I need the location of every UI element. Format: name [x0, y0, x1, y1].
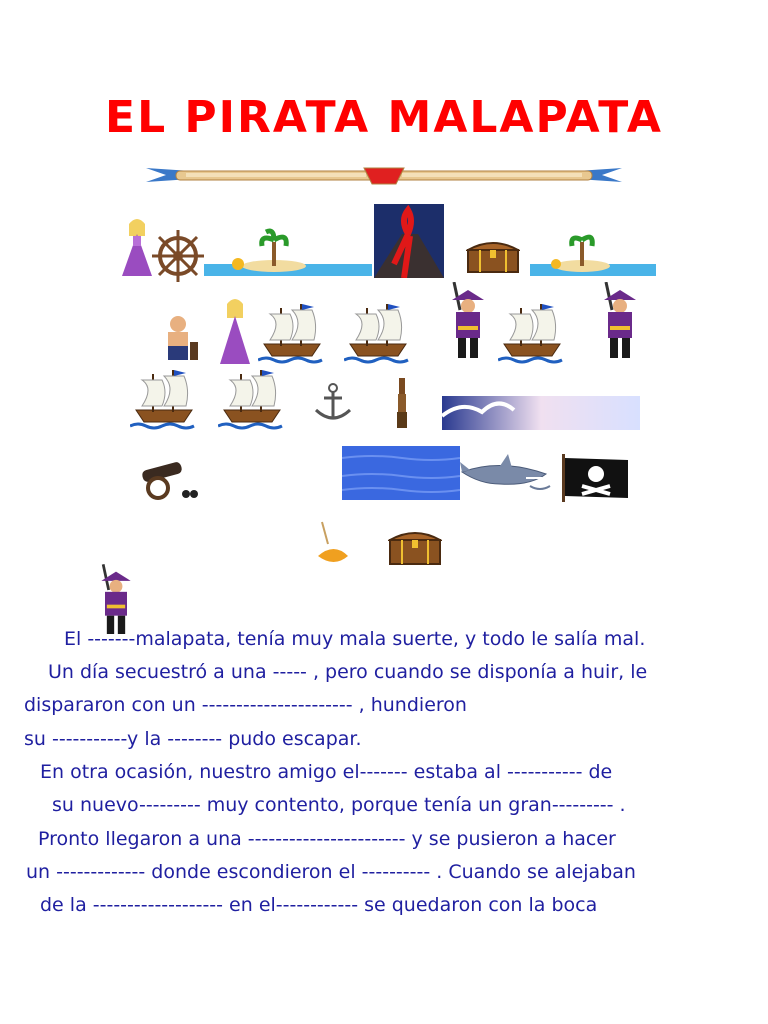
- story-line: Un día secuestró a una ----- , pero cuando se disponía a huir, le: [48, 661, 648, 683]
- sailing-ship-icon: [498, 300, 566, 366]
- decorative-banner: [146, 160, 622, 190]
- page-title: EL PIRATA MALAPATA: [105, 92, 663, 143]
- beach-island-icon: [530, 226, 656, 278]
- spyglass-icon: [394, 376, 410, 430]
- story-line: dispararon con un ---------------------- , hundieron: [24, 694, 467, 716]
- shovel-icon: [314, 520, 352, 568]
- princess-icon: [216, 296, 254, 366]
- waves-icon: [442, 396, 640, 430]
- sea-icon: [342, 446, 460, 500]
- sailing-ship-icon: [218, 366, 288, 432]
- treasure-chest-icon: [388, 526, 442, 566]
- story-line: El -------malapata, tenía muy mala suerte, y todo le salía mal.: [64, 628, 646, 650]
- story-line: su -----------y la -------- pudo escapar.: [24, 728, 362, 750]
- volcano-icon: [374, 204, 444, 278]
- shark-icon: [460, 452, 560, 496]
- ship-wheel-icon: [150, 228, 206, 284]
- sailing-ship-icon: [344, 300, 412, 366]
- treasure-chest-icon: [466, 236, 520, 274]
- story-line: de la ------------------- en el------------ se quedaron con la boca: [40, 894, 598, 916]
- sailing-ship-icon: [130, 366, 200, 432]
- beach-island-icon: [204, 226, 372, 278]
- story-line: Pronto llegaron a una ----------------------- y se pusieron a hacer: [38, 828, 616, 850]
- cannon-icon: [138, 456, 198, 500]
- sailing-ship-icon: [258, 300, 326, 366]
- pirate-flag-icon: [562, 454, 630, 502]
- anchor-icon: [312, 382, 354, 424]
- story-line: un ------------- donde escondieron el ---------- . Cuando se alejaban: [26, 861, 636, 883]
- story-line: su nuevo--------- muy contento, porque tenía un gran--------- .: [52, 794, 626, 816]
- story-line: En otra ocasión, nuestro amigo el------- estaba al ----------- de: [40, 761, 613, 783]
- pirate-captain-icon: [444, 282, 492, 362]
- pirate-sailor-icon: [156, 314, 202, 364]
- pirate-captain-icon: [596, 282, 644, 362]
